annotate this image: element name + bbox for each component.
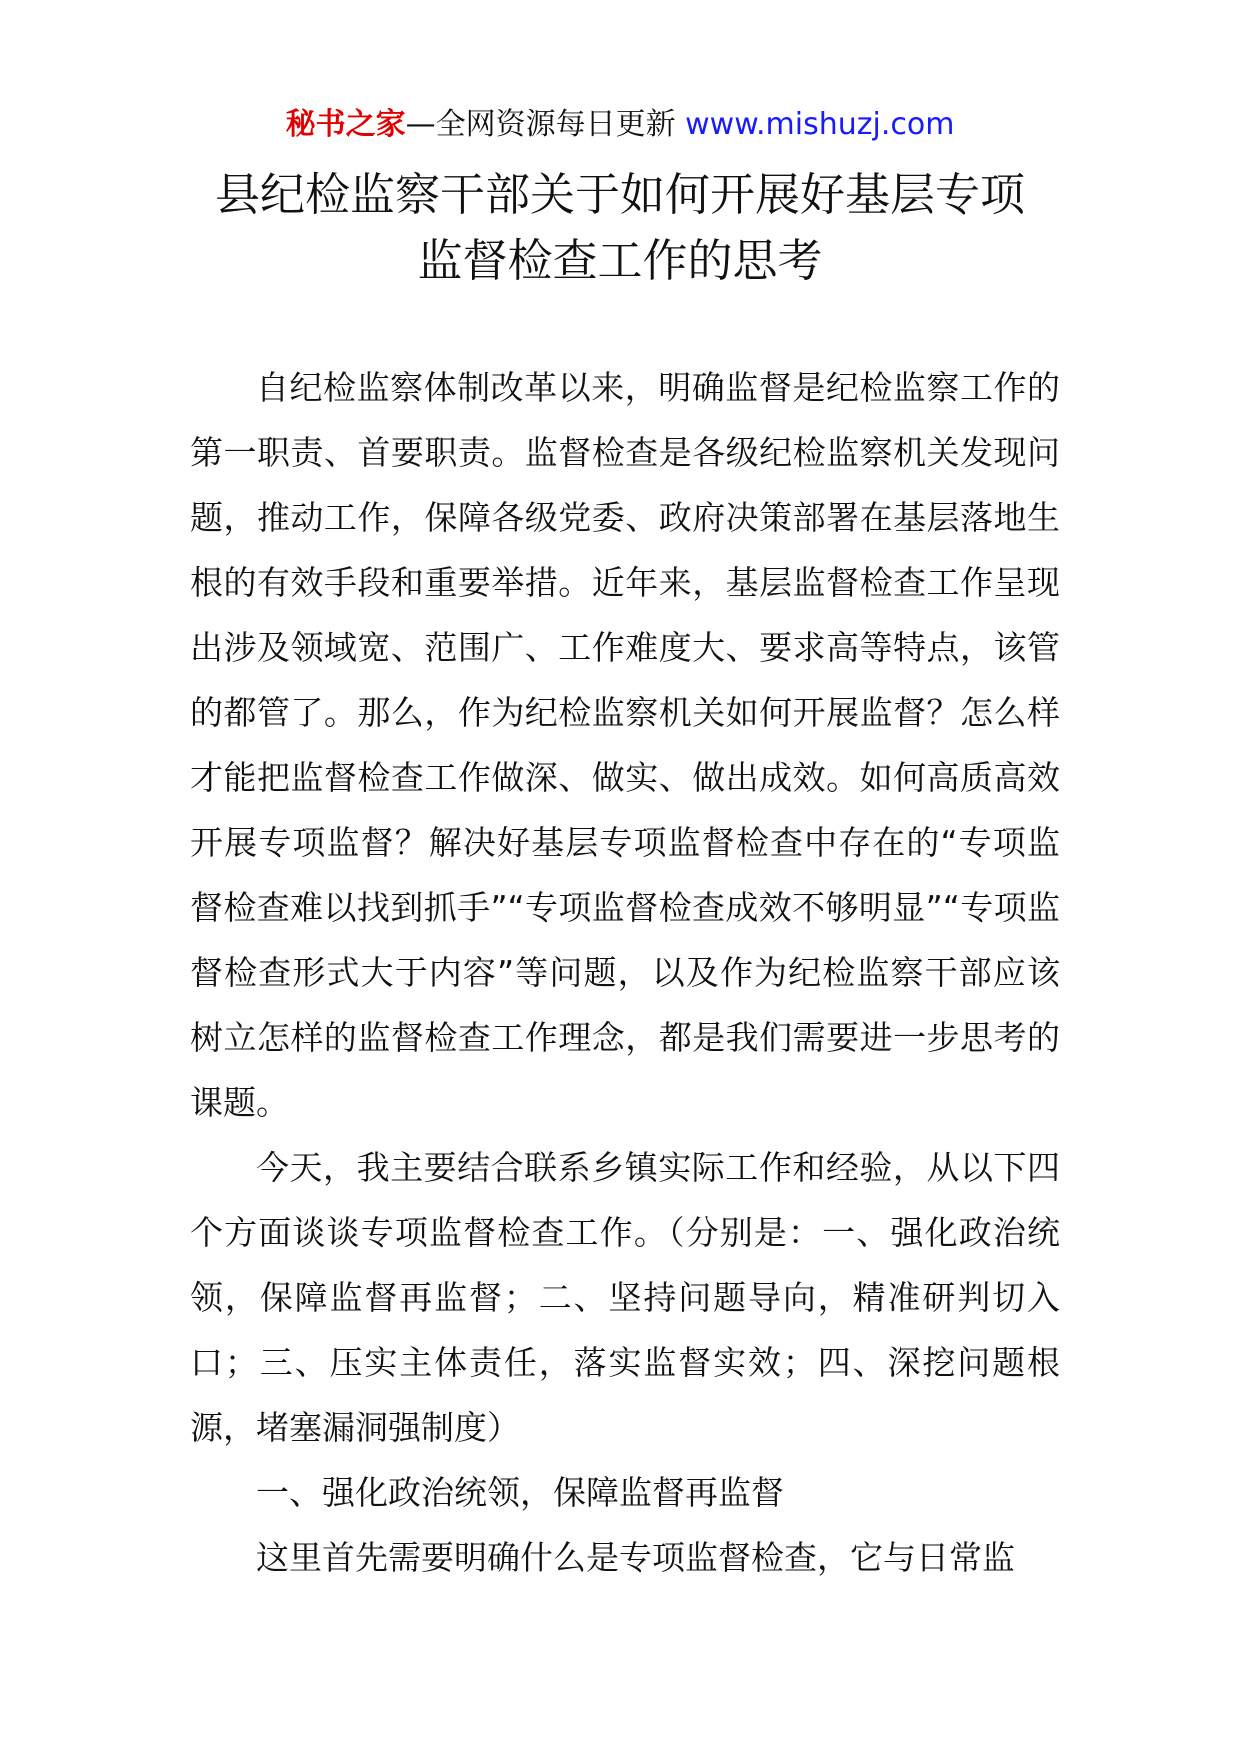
document-title (0, 162, 1240, 294)
document-body (190, 355, 1060, 1590)
paragraph-section-1: 这里首先需要明确什么是专项监督检查，它与日常监 (256, 1538, 1015, 1577)
section-heading-1: 一、强化政治统领，保障监督再监督 (256, 1473, 784, 1512)
header-banner (0, 100, 1240, 150)
title-line-2: 监督检查工作的思考 (417, 234, 823, 287)
brand-name: 秘书之家 (285, 107, 406, 142)
header-slogan: —全网资源每日更新 (405, 107, 676, 142)
paragraph-overview: 今天，我主要结合联系乡镇实际工作和经验，从以下四个方面谈谈专项监督检查工作。（分别是：一、强化政治统领，保障监督再监督；二、坚持问题导向，精准研判切入口；三、压实主体责任，落实监督实效；四、深挖问题根源，堵塞漏洞强制度） (190, 1148, 1060, 1447)
paragraph-intro: 自纪检监察体制改革以来，明确监督是纪检监察工作的第一职责、首要职责。监督检查是各级纪检监察机关发现问题，推动工作，保障各级党委、政府决策部署在基层落地生根的有效手段和重要举措。近年来，基层监督检查工作呈现出涉及领域宽、范围广、工作难度大、要求高等特点，该管的都管了。那么，作为纪检监察机关如何开展监督？怎么样才能把监督检查工作做深、做实、做出成效。如何高质高效开展专项监督？解决好基层专项监督检查中存在的“专项监督检查难以找到抓手”“专项监督检查成效不够明显”“专项监督检查形式大于内容”等问题，以及作为纪检监察干部应该树立怎样的监督检查工作理念，都是我们需要进一步思考的课题。 (190, 368, 1060, 1122)
title-line-1: 县纪检监察干部关于如何开展好基层专项 (214, 168, 1025, 221)
site-url-link[interactable]: www.mishuzj.com (685, 107, 955, 142)
